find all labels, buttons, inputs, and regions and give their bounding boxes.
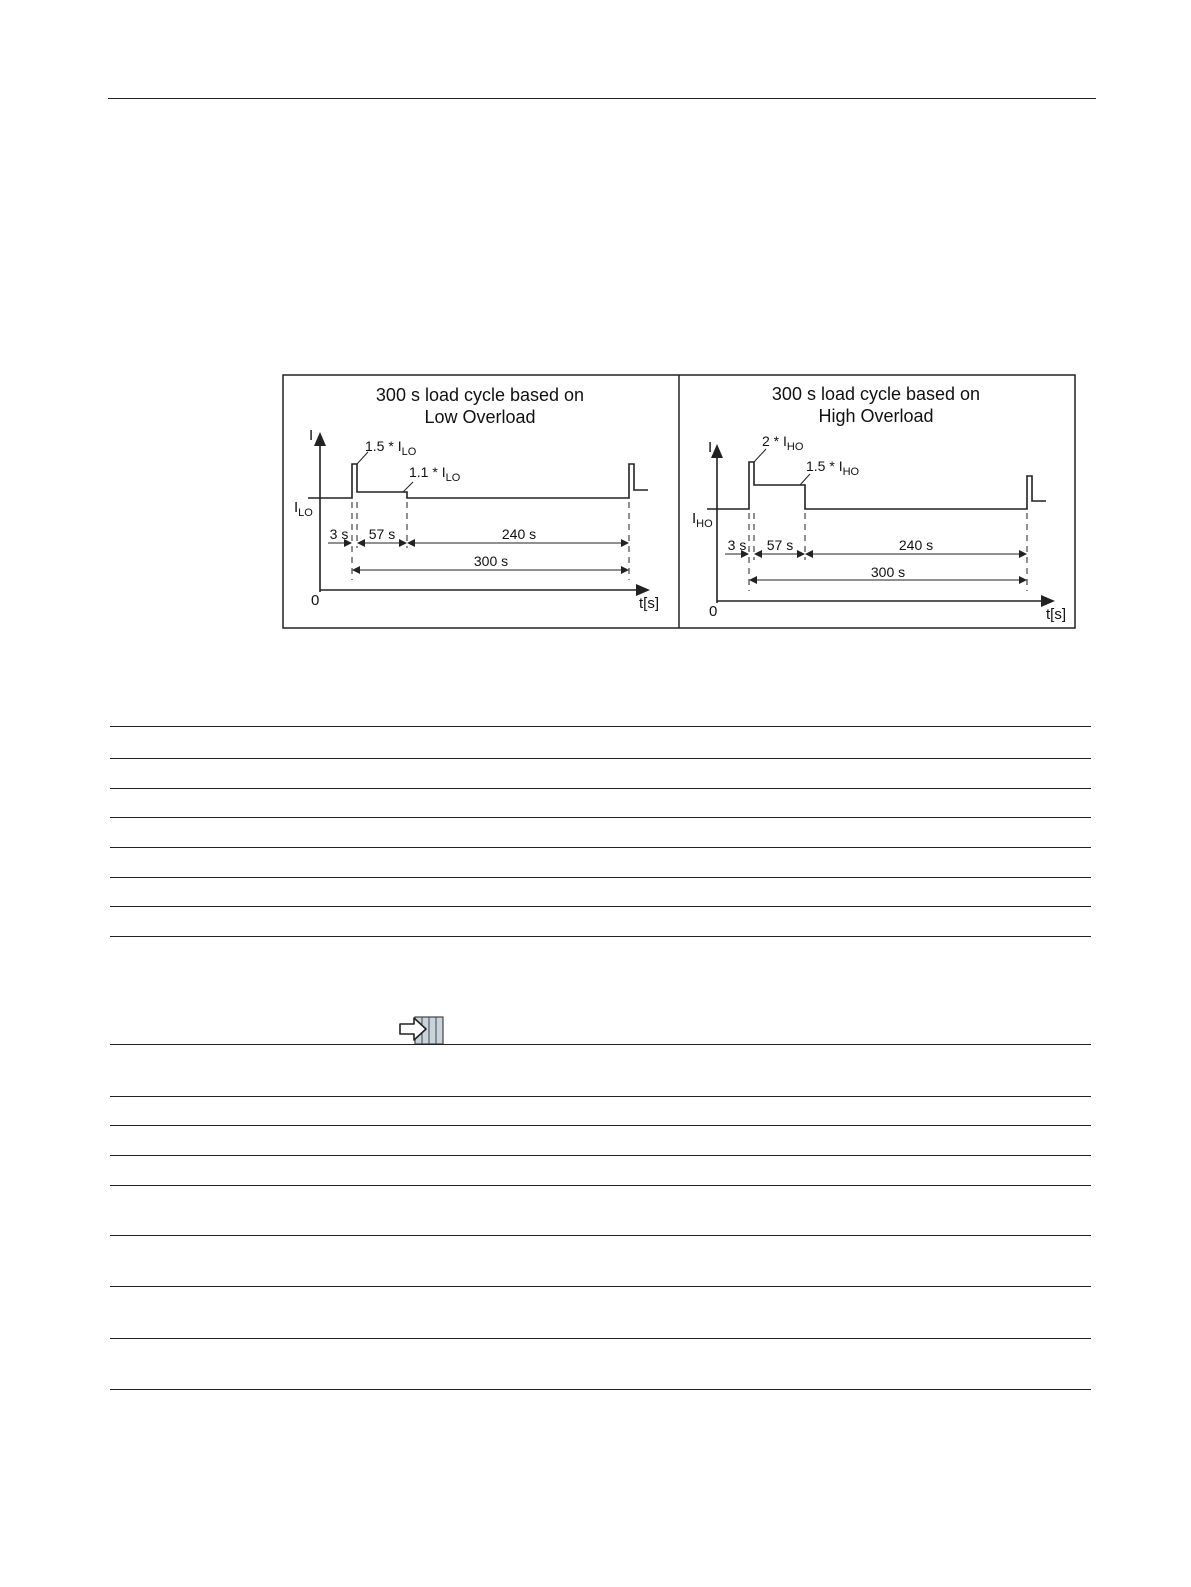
lo-origin-label: 0 (311, 592, 320, 609)
lo-total-label: 300 s (473, 553, 509, 569)
ho-peak-label: $2 * I_{HO}$ (762, 433, 804, 453)
lo-axis-x-label: t[s] (639, 595, 660, 612)
lo-seg1-label: 3 s (329, 526, 349, 542)
table1-rule (110, 877, 1091, 878)
table2-rule (110, 1286, 1091, 1287)
table1-rule-top (110, 726, 1091, 727)
table2-rule (110, 1338, 1091, 1339)
lo-step-label: $1.1 * I_{LO}$ (409, 464, 461, 484)
table1-rule-bottom (110, 936, 1091, 937)
ho-base-label: $I_{HO}$ (692, 510, 713, 530)
table2-rule (110, 1155, 1091, 1156)
lo-peak-label: $1.5 * I_{LO}$ (365, 438, 417, 458)
arrow-book-icon[interactable] (398, 1014, 446, 1046)
lo-seg2-label: 57 s (368, 526, 396, 542)
ho-step-label: $1.5 * I_{HO}$ (806, 458, 860, 478)
table2-rule-bottom (110, 1389, 1091, 1390)
lo-seg3-label: 240 s (501, 526, 537, 542)
lo-base-label: $I_{LO}$ (294, 499, 313, 519)
table2-rule (110, 1125, 1091, 1126)
lo-axis-y-label: I (309, 427, 314, 444)
ho-axis-y-label: I (708, 439, 713, 456)
table1-rule (110, 817, 1091, 818)
table2-rule (110, 1185, 1091, 1186)
table1-rule (110, 906, 1091, 907)
table1-rule (110, 788, 1091, 789)
ho-axis-x-label: t[s] (1046, 606, 1067, 623)
table1-rule (110, 758, 1091, 759)
table2-rule (110, 1096, 1091, 1097)
header-rule (108, 98, 1096, 99)
ho-seg3-label: 240 s (898, 537, 934, 553)
ho-seg2-label: 57 s (766, 537, 794, 553)
load-cycle-svg (282, 374, 1076, 630)
table2-rule (110, 1235, 1091, 1236)
table1-rule (110, 847, 1091, 848)
lo-title-line2: Low Overload (424, 407, 536, 427)
ho-title-line2: High Overload (818, 406, 934, 426)
table2-rule-top (110, 1044, 1091, 1045)
ho-origin-label: 0 (709, 603, 718, 620)
load-cycle-figure (282, 374, 1076, 635)
ho-title-line1: 300 s load cycle based on (771, 384, 981, 404)
lo-title-line1: 300 s load cycle based on (375, 385, 585, 405)
ho-seg1-label: 3 s (727, 537, 747, 553)
ho-total-label: 300 s (870, 564, 906, 580)
